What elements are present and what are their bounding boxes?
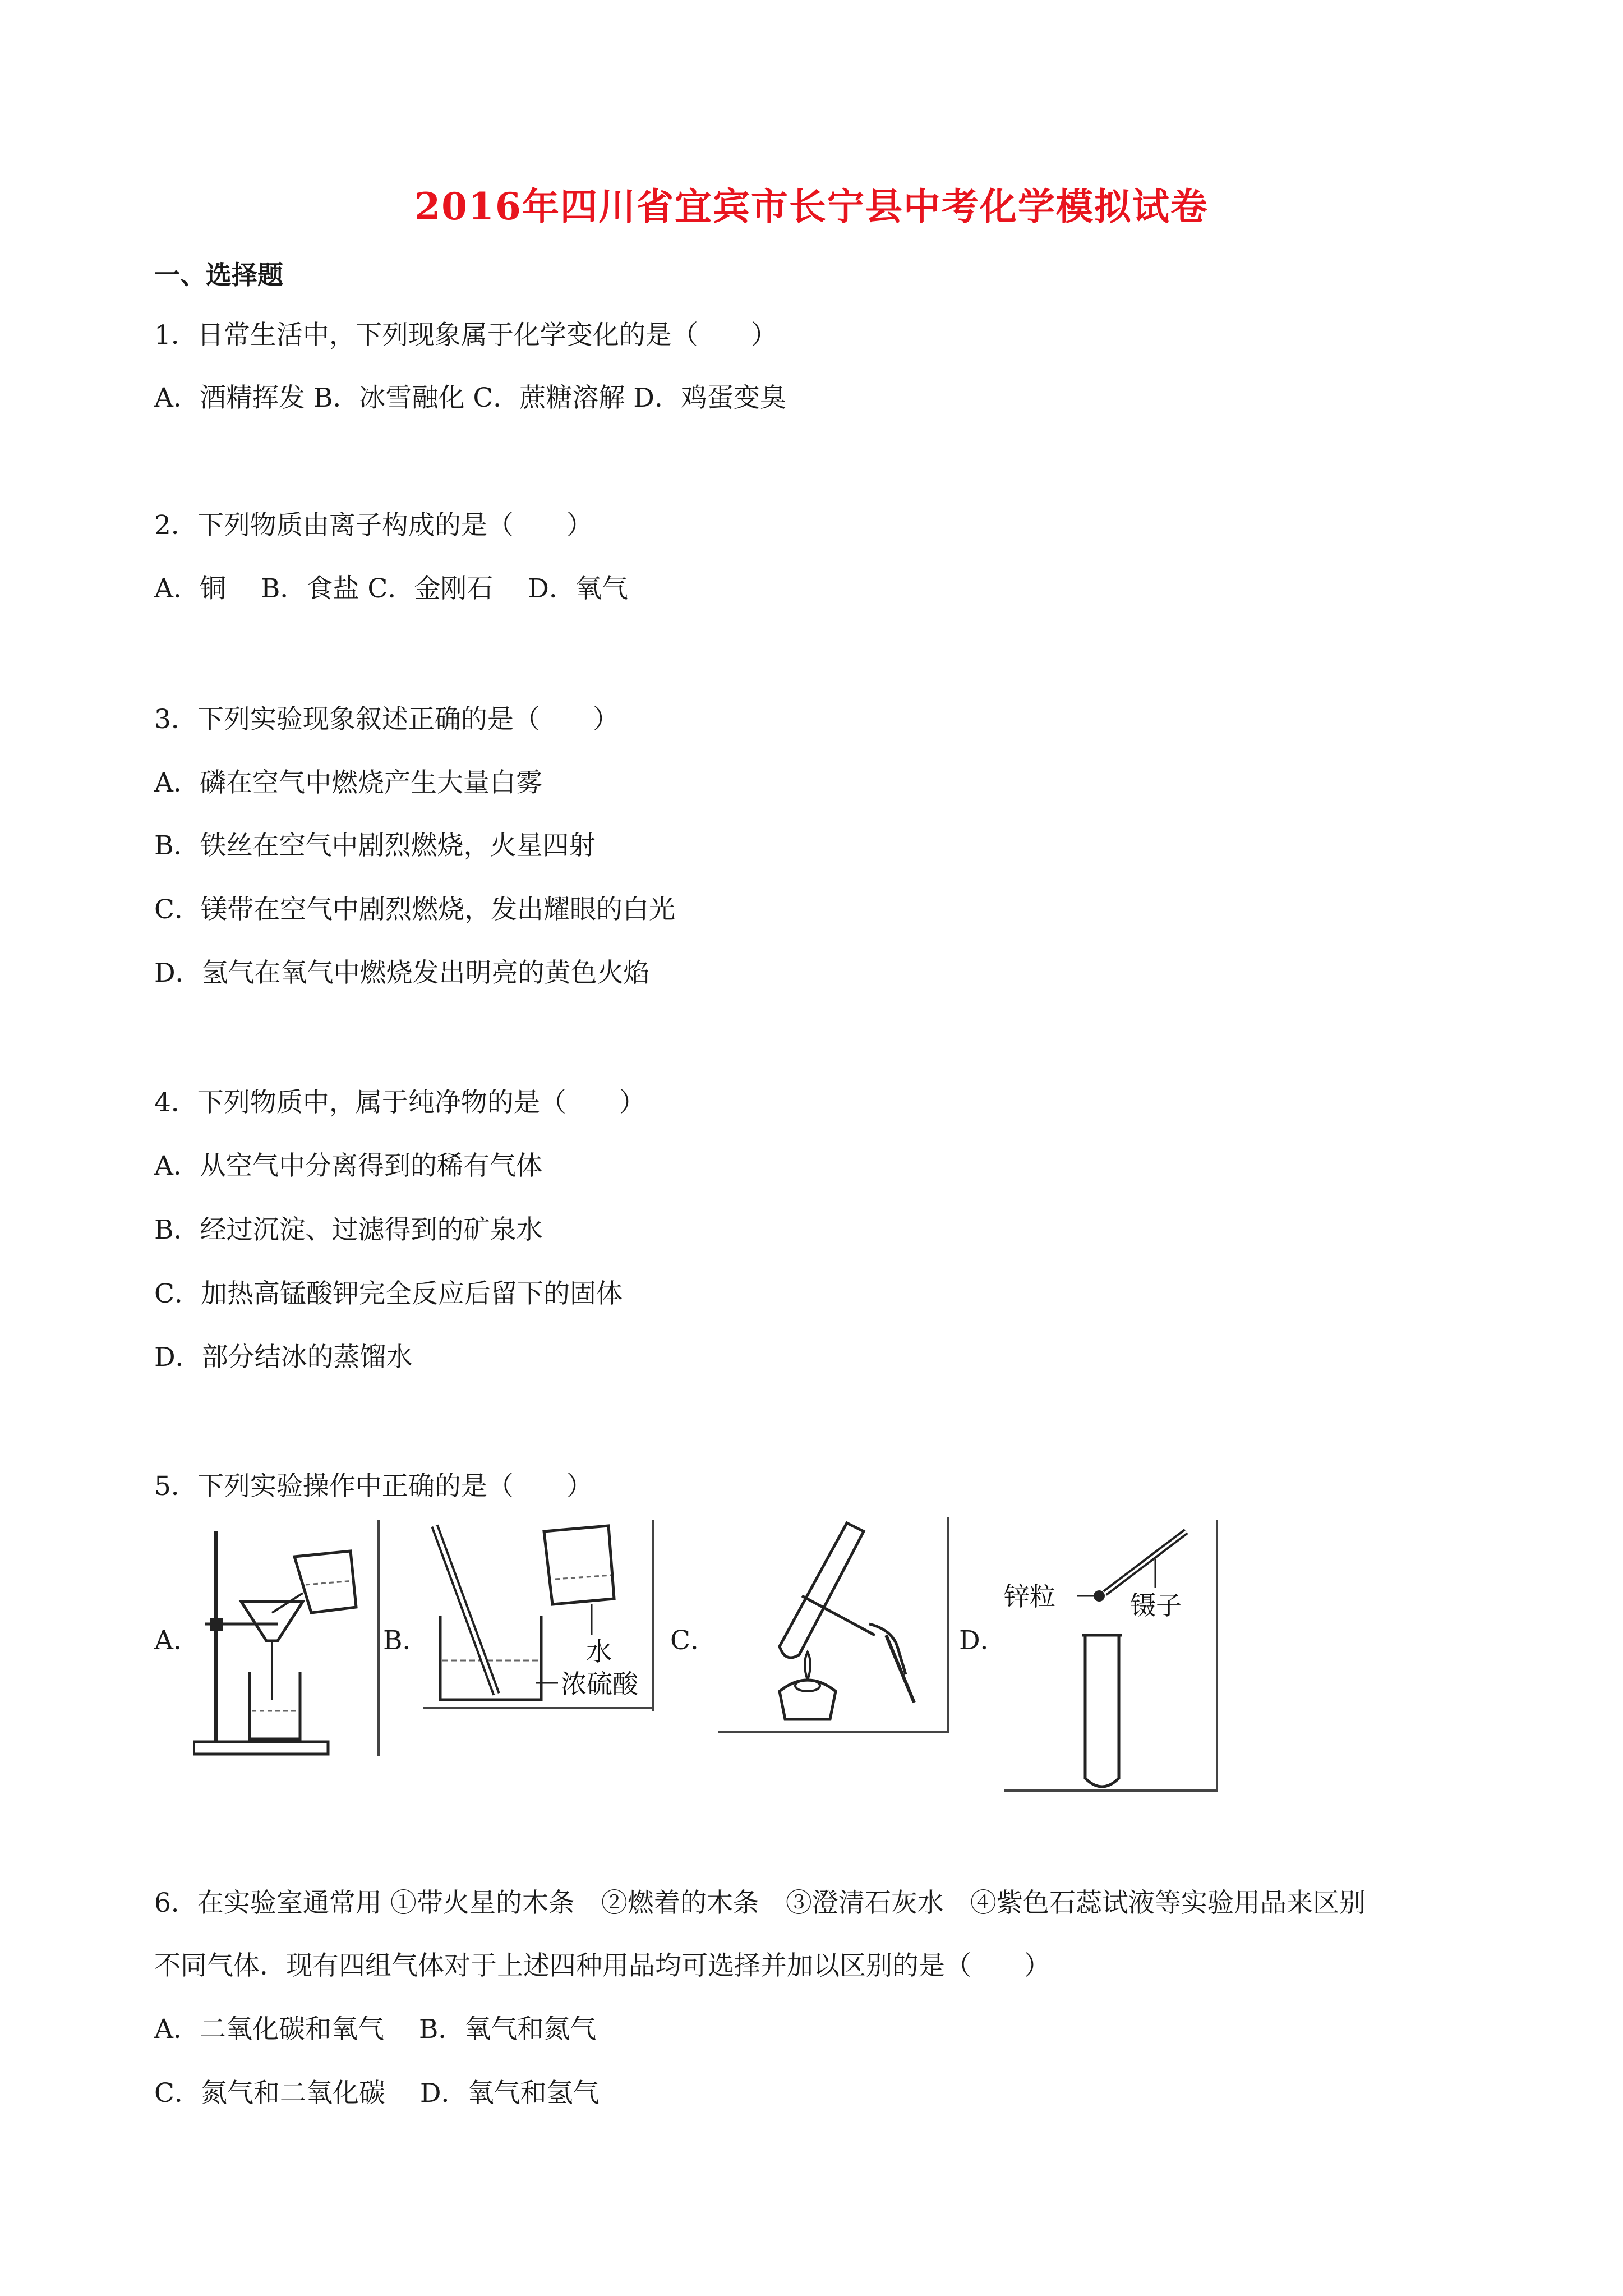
figure-b-label-acid: 浓硫酸 bbox=[561, 1669, 638, 1699]
question-2-options: A．铜 B．食盐 C．金刚石 D．氧气 bbox=[154, 573, 628, 604]
page-title: 2016年四川省宜宾市长宁县中考化学模拟试卷 bbox=[414, 185, 1209, 228]
question-4-option-a: A．从空气中分离得到的稀有气体 bbox=[154, 1151, 542, 1181]
question-6-stem-line-2: 不同气体．现有四组气体对于上述四种用品均可选择并加以区别的是（ ） bbox=[154, 1950, 1050, 1981]
question-4-option-c: C．加热高锰酸钾完全反应后留下的固体 bbox=[154, 1278, 623, 1309]
figure-d-label-tweezers: 镊子 bbox=[1130, 1590, 1182, 1621]
question-3-option-c: C．镁带在空气中剧烈燃烧，发出耀眼的白光 bbox=[154, 894, 675, 925]
question-4-option-b: B．经过沉淀、过滤得到的矿泉水 bbox=[154, 1214, 543, 1245]
question-5-stem: 5．下列实验操作中正确的是（ ） bbox=[154, 1471, 593, 1502]
figure-b-label-water: 水 bbox=[586, 1636, 612, 1667]
question-5-option-d-label: D． bbox=[959, 1625, 1007, 1656]
question-1-options: A．酒精挥发 B．冰雪融化 C．蔗糖溶解 D．鸡蛋变臭 bbox=[154, 383, 786, 413]
question-6-stem-line-1: 6．在实验室通常用 ①带火星的木条 ②燃着的木条 ③澄清石灰水 ④紫色石蕊试液等实验用品来区别 bbox=[154, 1888, 1366, 1918]
question-1-stem: 1．日常生活中，下列现象属于化学变化的是（ ） bbox=[154, 320, 777, 351]
question-3-option-d: D．氢气在氧气中燃烧发出明亮的黄色火焰 bbox=[154, 958, 650, 988]
question-5-option-b-label: B． bbox=[383, 1625, 429, 1656]
question-3-stem: 3．下列实验现象叙述正确的是（ ） bbox=[154, 704, 619, 735]
section-heading: 一、选择题 bbox=[154, 260, 283, 290]
question-4-option-d: D．部分结冰的蒸馏水 bbox=[154, 1342, 413, 1373]
question-2-stem: 2．下列物质由离子构成的是（ ） bbox=[154, 510, 593, 541]
question-3-option-b: B．铁丝在空气中剧烈燃烧，火星四射 bbox=[154, 830, 596, 861]
question-3-option-a: A．磷在空气中燃烧产生大量白雾 bbox=[154, 767, 542, 798]
figure-a-filtration bbox=[193, 1515, 384, 1761]
figure-d-zinc bbox=[1004, 1515, 1223, 1795]
question-6-options-line-1: A．二氧化碳和氧气 B．氧气和氮气 bbox=[154, 2014, 597, 2045]
question-5-option-a-label: A． bbox=[154, 1625, 200, 1656]
figure-d-label-zinc: 锌粒 bbox=[1004, 1581, 1055, 1612]
figure-c-heating bbox=[718, 1512, 953, 1736]
figure-b-dilution bbox=[423, 1515, 659, 1717]
question-4-stem: 4．下列物质中，属于纯净物的是（ ） bbox=[154, 1087, 645, 1118]
question-5-option-c-label: C． bbox=[670, 1625, 717, 1656]
question-6-options-line-2: C．氮气和二氧化碳 D．氧气和氢气 bbox=[154, 2078, 600, 2109]
